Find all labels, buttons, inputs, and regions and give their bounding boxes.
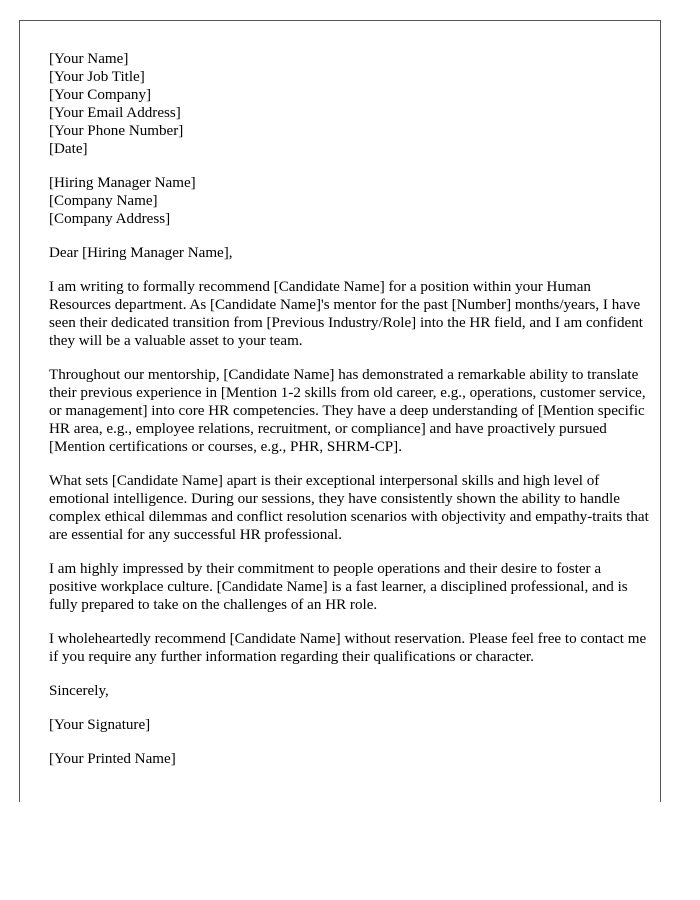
paragraph-intro: I am writing to formally recommend [Candidate Name] for a position within your Human Resources department. As [Candidate Name]'s mentor for the past [Number] months/years, I have seen their dedicated transition from [Previous Industry/Role] into the HR field, and I am confident they will be a valuable asset to your team. bbox=[49, 279, 643, 349]
paragraph-commitment: I am highly impressed by their commitment to people operations and their desire to foster a positive workplace culture. [Candidate Name] is a fast learner, a disciplined professional, and is fully prepared to take on the challenges of an HR role. bbox=[49, 561, 628, 613]
closing: Sincerely, bbox=[49, 683, 109, 699]
sender-email: [Your Email Address] bbox=[49, 105, 181, 121]
recipient-address: [Company Address] bbox=[49, 211, 171, 227]
letter-date: [Date] bbox=[49, 141, 88, 157]
sender-company: [Your Company] bbox=[49, 87, 152, 103]
paragraph-interpersonal: What sets [Candidate Name] apart is their exceptional interpersonal skills and high level of emotional intelligence. During our sessions, they have consistently shown the ability to handle complex ethical dilemmas and conflict resolution scenarios with objectivity and empathy-traits that are essential for any successful HR professional. bbox=[49, 473, 649, 543]
paragraph-recommendation: I wholeheartedly recommend [Candidate Name] without reservation. Please feel free to contact me if you require any further information regarding their qualifications or character. bbox=[49, 631, 647, 665]
salutation: Dear [Hiring Manager Name], bbox=[49, 245, 233, 261]
printed-name: [Your Printed Name] bbox=[49, 751, 176, 767]
paragraph-mentorship: Throughout our mentorship, [Candidate Name] has demonstrated a remarkable ability to translate their previous experience in [Mention 1-2 skills from old career, e.g., operations, customer service, or management] into core HR competencies. They have a deep understanding of [Mention specific HR area, e.g., employee relations, recruitment, or compliance] and have proactively pursued [Mention certifications or courses, e.g., PHR, SHRM-CP]. bbox=[49, 367, 646, 455]
sender-job-title: [Your Job Title] bbox=[49, 69, 145, 85]
letter-page bbox=[19, 20, 661, 802]
letter-body bbox=[49, 50, 649, 784]
signature: [Your Signature] bbox=[49, 717, 151, 733]
sender-block bbox=[49, 50, 649, 158]
recipient-block bbox=[49, 174, 649, 228]
recipient-name: [Hiring Manager Name] bbox=[49, 175, 196, 191]
recipient-company: [Company Name] bbox=[49, 193, 158, 209]
sender-name: [Your Name] bbox=[49, 51, 129, 67]
sender-phone: [Your Phone Number] bbox=[49, 123, 184, 139]
